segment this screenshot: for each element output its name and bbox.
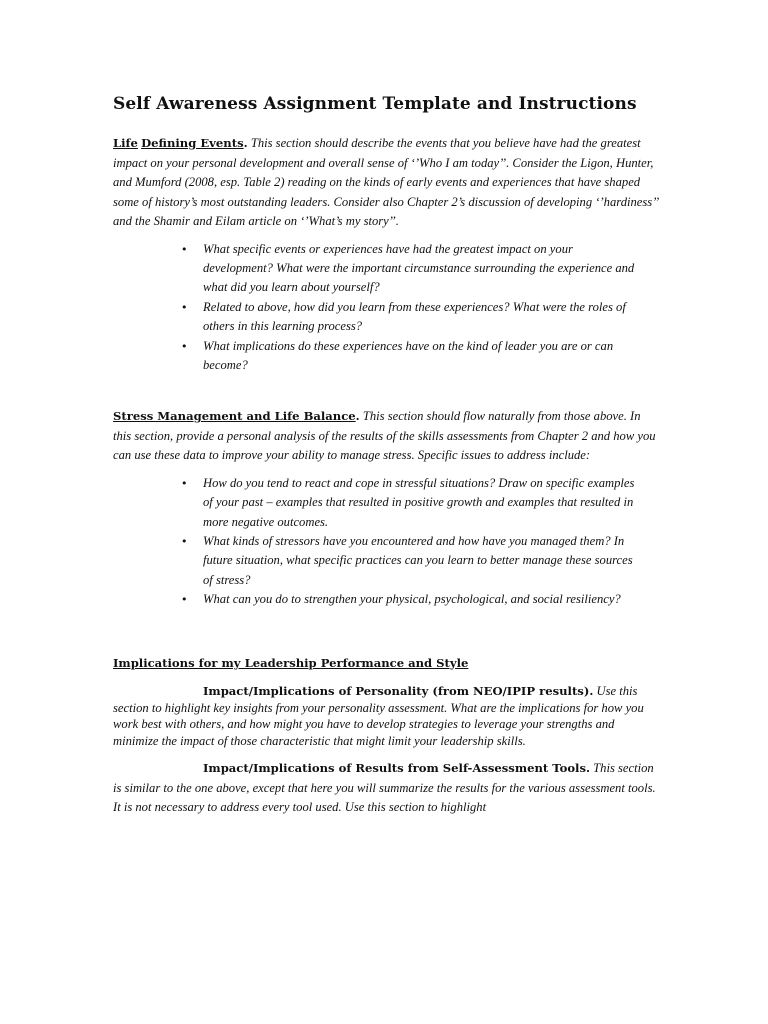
bullet-text: Related to above, how did you learn from these experiences? What were the roles of others in this learning process? (203, 299, 626, 334)
list-item (181, 474, 641, 532)
list-item (181, 532, 641, 590)
bullet-text: How do you tend to react and cope in stressful situations? Draw on specific examples of your past – examples that resulted in positive growth and examples that resulted in more negative outcomes. (203, 475, 635, 529)
list-item (181, 240, 641, 298)
bullet-text: What can you do to strengthen your physical, psychological, and social resiliency? (203, 592, 621, 607)
bullet-dot-icon: • (181, 339, 188, 353)
page-title: Self Awareness Assignment Template and Instructions (113, 94, 637, 114)
stress-management-heading: Stress Management and Life Balance (113, 409, 356, 424)
personality-implications-paragraph (113, 683, 658, 749)
assessment-tools-body: This section is similar to the one above, except that here you will summarize the results for the various assessment tools. It is not necessary to address every tool used. Use this section to highlight (113, 761, 656, 815)
bullet-text: What kinds of stressors have you encountered and how have you managed them? In future situation, what specific practices can you learn to better manage these sources of stress? (203, 534, 633, 587)
life-defining-events-heading-part1: Life (113, 136, 138, 150)
life-defining-events-bullet-list (113, 240, 641, 376)
stress-management-paragraph (113, 407, 658, 466)
assessment-tools-paragraph (113, 759, 658, 818)
stress-management-bullet-list (113, 474, 641, 610)
bullet-text: What specific events or experiences have had the greatest impact on your development? What were the important circumstance surrounding the experience and what did you learn about yourself? (203, 241, 635, 295)
stress-management-heading-period: . (355, 409, 360, 424)
list-item (181, 298, 641, 337)
life-defining-events-heading-part2: Defining Events (141, 136, 244, 150)
personality-implications-heading: Impact/Implications of Personality (from NEO/IPIP results). (203, 684, 594, 699)
list-item (181, 337, 641, 376)
bullet-dot-icon: • (181, 593, 188, 607)
document-page (113, 86, 658, 818)
leadership-implications-heading-line (113, 654, 658, 674)
bullet-dot-icon: • (181, 535, 188, 549)
stress-management-body: This section should flow naturally from those above. In this section, provide a personal analysis of the results of the skills assessments from Chapter 2 and how you can use these data to improve your ability to manage stress. Specific issues to address include: (113, 409, 656, 463)
life-defining-events-paragraph (113, 134, 658, 232)
life-defining-events-body: This section should describe the events that you believe have had the greatest impact on your personal development and overall sense of ‘’Who I am today’’. Consider the Ligon, Hunter, and Mumford (2008, esp. Table 2) reading on the kinds of early events and experiences that have shaped some of history’s most outstanding leaders. Consider also Chapter 2’s discussion of developing ‘’hardiness’’ and the Shamir and Eilam article on ‘’What’s my story’’. (113, 136, 658, 228)
bullet-dot-icon: • (181, 242, 188, 256)
leadership-implications-heading: Implications for my Leadership Performance and Style (113, 655, 469, 670)
assessment-tools-heading: Impact/Implications of Results from Self-Assessment Tools. (203, 761, 591, 776)
bullet-dot-icon: • (181, 476, 188, 490)
bullet-text: What implications do these experiences have on the kind of leader you are or can become? (203, 338, 614, 372)
bullet-dot-icon: • (181, 300, 188, 314)
list-item (181, 590, 641, 609)
personality-implications-body: Use this section to highlight key insights from your personality assessment. What are the implications for how you work best with others, and how might you have to develop strategies to leverage your strengths and minimize the impact of those characteristic that might limit your leadership skills. (113, 684, 644, 748)
life-defining-events-heading-period: . (243, 136, 248, 150)
